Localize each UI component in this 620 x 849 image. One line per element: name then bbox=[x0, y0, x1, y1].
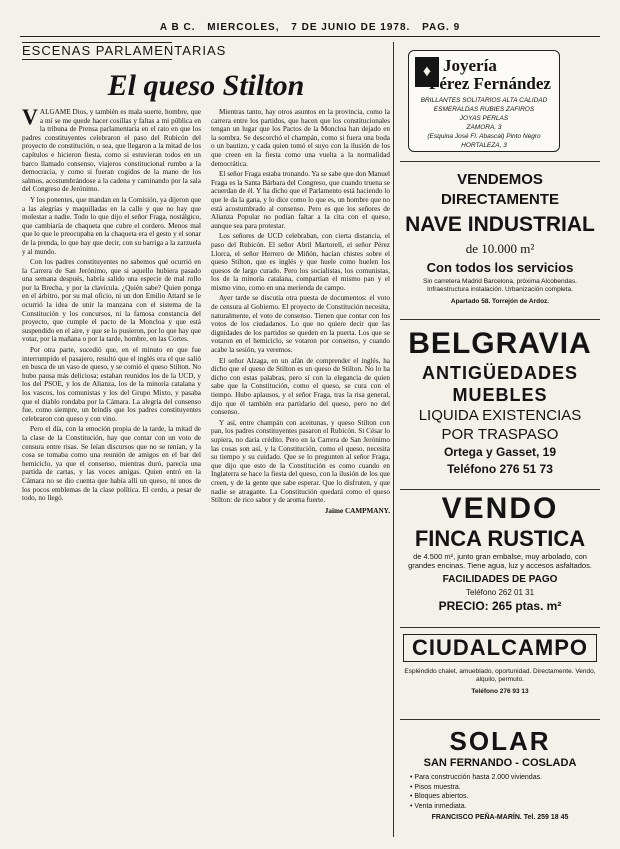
article-column bbox=[22, 42, 390, 837]
ciudalcampo-details: Espléndido chalet, amueblado, oportunidad. Directamente. Vendo, alquilo, permuto. bbox=[404, 668, 596, 683]
article-paragraph: Pero el día, con la emoción propia de la tarde, la mitad de la clase de la Constitución, hay que contar con un voto de censura entre risas. Se leían discursos que no se tenían, y la cosa se tomaba como una reunión de amigos en el bar del hemiciclo, ya que el consenso, mientras duró, parecía una partida de cartas, y las voces amigas. Quien entró en la Cámara no se dio cuenta que había allí un queso, ni unos de los pocos emblemas de la clase política. El cerdo, a pesar de todo, no llegó. bbox=[22, 425, 201, 503]
jewelry-ad-box bbox=[408, 50, 560, 152]
jewelry-name-line2: Pérez Fernández bbox=[429, 74, 551, 93]
column-divider bbox=[393, 42, 394, 837]
article-paragraph: Mientras tanto, hay otros asuntos en la provincia, como la carrera entre los partidos, que hacen que los constitucionales tengan un lugar que los Pactos de la Moncloa han dejado en la sombra. Se descorchó el champán, como si fuera una boda o un bautizo, y cada quien tomó el suyo con la ilusión de los que creen en la fiesta como una vuelta a la normalidad democrática. bbox=[211, 108, 390, 168]
farm-price: PRECIO: 265 ptas. m² bbox=[438, 599, 562, 613]
belgravia-phone: Teléfono 276 51 73 bbox=[447, 462, 553, 476]
jewelry-text: ZAMORA, 3 bbox=[466, 124, 502, 131]
farm-line1: VENDO bbox=[441, 492, 559, 525]
warehouse-headline: VENDEMOS DIRECTAMENTE bbox=[440, 171, 560, 208]
farm-line2: FINCA RUSTICA bbox=[414, 526, 586, 551]
solar-features bbox=[400, 773, 600, 811]
warehouse-product: NAVE INDUSTRIAL bbox=[405, 213, 595, 236]
warehouse-details: Sin carretera Madrid Barcelona, próxima Alcobendas. Infraestructura instalación. Urbanización completa. bbox=[423, 278, 577, 293]
jewelry-text: BRILLANTES SOLITARIOS ALTA CALIDAD bbox=[420, 97, 548, 104]
belgravia-line2: MUEBLES bbox=[452, 385, 548, 405]
newspaper-name: A B C. bbox=[159, 22, 196, 33]
ciudalcampo-name: CIUDALCAMPO bbox=[403, 634, 597, 662]
jewelry-text: ESMERALDAS RUBIES ZAFIROS bbox=[433, 106, 535, 113]
ciudalcampo-ad bbox=[400, 628, 600, 720]
farm-payment: FACILIDADES DE PAGO bbox=[442, 574, 558, 585]
list-item: • Bloques abiertos. bbox=[410, 792, 600, 802]
drop-cap: V bbox=[22, 104, 38, 129]
farm-details: de 4.500 m², junto gran embalse, muy arbolado, con grandes encinas. Tiene agua, luz y accesos asfaltados. bbox=[408, 552, 592, 570]
section-title: ESCENAS PARLAMENTARIAS bbox=[22, 43, 227, 58]
solar-contact: FRANCISCO PEÑA-MARÍN. Tel. 259 18 45 bbox=[431, 814, 569, 821]
article-body bbox=[22, 104, 390, 828]
jewelry-ad bbox=[400, 42, 600, 162]
article-paragraph: Y los ponentes, que mandan en la Comisión, ya dijeron que a las alegrías y maquilladas en la calle y que no hay que molestar a nadie. Todo lo que dijo el señor Fraga, nostálgico, que cambiaría de chaqueta que cubre el cordero. Menos mal que lo que le preocupaba en la chaqueta era el gesto y el sonar de la prenda, lo que hay que decir, con su barriga a la zarzuela y al mundo. bbox=[22, 195, 202, 256]
article-paragraph: Ayer tarde se discutía otra puesta de documentos: el voto de censura al Gobierno. El proyecto de Constitución necesita, naturalmente, el voto de consenso. Tienen que contar con los votos de los ciudadanos. Lo que no quiere decir que las dignidades de los partidos se queden en la puerta. Los que se votaron en el hemiciclo, se votaron por consenso, y cuando acabe la sesión, ya veremos. bbox=[211, 294, 390, 355]
page-number: PAG. 9 bbox=[422, 22, 461, 33]
solar-ad bbox=[400, 720, 600, 838]
solar-title: SOLAR bbox=[449, 726, 551, 756]
weekday: MIERCOLES, bbox=[207, 22, 280, 33]
ciudalcampo-phone: Teléfono 276 93 13 bbox=[471, 688, 529, 695]
jewelry-logo-icon: ♦ bbox=[415, 57, 439, 87]
article-paragraph: Con los padres constituyentes no sabemos qué ocurrió en la Carrera de San Jerónimo, que si aquello hubiera pasado una semana después, habría salido una especie de mal rollo por la Brecha, y por la clavícula. ¿Quién sabe? Quien ponga en el árbitro, por su mal oficio, ni un don Emilio Attard se le ocurrió la idea de unir la manzana con el sistema de la Constitución y los concursos, ni la famosa constancia del proyecto, que cumple el pacto de la Moncloa y que está suspendido en el aire, y que se lo pusieron, por lo que hay que votar, por la mañana o por la tarde, hombre, en las Cortes. bbox=[22, 258, 201, 344]
article-paragraph: Y así, entre champán con aceitunas, y queso Stilton con pan, los padres constituyentes pasaron el Rubicón. Si César lo supiera, no daría crédito. Pero en la Carrera de San Jerónimo las cosas son así, y la Constitución, como el queso, necesita su tiempo y su cuidado. Que se lo pregunten al señor Fraga, que dijo que esto de la Constitución es como cuando en Inglaterra se hace la fiesta del queso, con la ilusión de los que creen, y de la gente que sabe esperar. Que lo disfruten, y que nadie se atragante. La Constitución quedará como el queso Stilton: de rico sabor y de aroma fuerte. bbox=[211, 418, 390, 505]
ads-column bbox=[400, 42, 600, 837]
farm-phone: Teléfono 262 01 31 bbox=[465, 588, 535, 597]
warehouse-ad bbox=[400, 162, 600, 320]
jewelry-name-line1: Joyería bbox=[443, 56, 497, 75]
jewelry-text: (Esquina José Fl. Abascal) Pinto Negro bbox=[427, 133, 541, 140]
jewelry-text: JOYAS PERLAS bbox=[459, 115, 509, 122]
warehouse-contact: Apartado 58. Torrejón de Ardoz. bbox=[450, 298, 550, 305]
belgravia-name: BELGRAVIA bbox=[408, 327, 592, 360]
belgravia-ad bbox=[400, 320, 600, 490]
article-title: El queso Stilton bbox=[107, 69, 305, 102]
article-paragraph: Por otra parte, sucedió que, en el minuto en que fue interrumpido el pasajero, resultó que el inglés era el que salió en busca de un vaso de queso, y se comió el queso Stilton. No hubo pausa más deliciosa; estaban reunidos los de la UCD, y los del PSOE, y los de Alianza, los de la minoría catalana y los vascos, los comunistas y los del Grupo Mixto, y pasaba que el diablo rondaba por la Cámara. La alegría del consenso fue, como siempre, un brindis que los padres constituyentes celebraron con queso y con vino. bbox=[22, 346, 201, 423]
article-paragraph: Los señores de UCD celebraban, con cierta distancia, el paso del Rubicón. El señor Abril Martorell, el señor Pérez Llorca, el señor Herrero de Miñón, hacían chistes sobre el queso Stilton, que es inglés y que huele como huelen los quesos de largo curado. Pero los socialistas, los comunistas, los de la minoría catalana, compartían el mismo pan y el mismo vino, como en una merienda de campo. bbox=[211, 232, 390, 292]
list-item: • Para construcción hasta 2.000 viviendas. bbox=[410, 773, 600, 783]
solar-place: SAN FERNANDO - COSLADA bbox=[423, 757, 577, 769]
page-header bbox=[20, 22, 600, 37]
article-paragraph: El señor Fraga estaba tronando. Ya se sabe que don Manuel Fraga es la Santa Bárbara del Congreso, que cuando truena se acuerdan de él. Y ha dicho que el Parlamento está haciendo lo que le da la gana, y lo dice como lo que es, un hombre que no está acostumbrado al consenso. Pero es que los señores de Alianza Popular no podían faltar a la cita con el queso, aunque sea para protestar. bbox=[211, 170, 390, 230]
belgravia-line3: LIQUIDA EXISTENCIAS bbox=[418, 407, 582, 424]
warehouse-size: de 10.000 m² bbox=[465, 241, 535, 256]
author-signature: Jaime CAMPMANY. bbox=[324, 506, 390, 515]
article-paragraph: El señor Alzaga, en un afán de comprender el inglés, ha dicho que el queso de Stilton es un queso de Stilton. No lo ha dicho con estas palabras, pero sí con la elegancia de quien sabe que la Constitución, como el queso, se cura con el tiempo. Hubo aplausos, y el señor Fraga, tras la risa general, dijo que él también era partidario del queso, pero no del consenso. bbox=[211, 356, 390, 417]
date: 7 DE JUNIO DE 1978. bbox=[291, 22, 411, 33]
list-item: • Pisos muestra. bbox=[410, 783, 600, 793]
belgravia-line1: ANTIGÜEDADES bbox=[421, 363, 578, 383]
jewelry-text: HORTALEZA, 3 bbox=[461, 142, 507, 149]
warehouse-services: Con todos los servicios bbox=[426, 260, 574, 275]
farm-ad bbox=[400, 490, 600, 628]
article-paragraph: VALGAME Dios, y también es mala suerte, hombre, que a mí se me quede hacer cosillas y faltas a mi pública en la tribuna de Prensa parlamentaria en el rato en que los padres constituyentes celebraron el paso del Rubicón del proyecto de constitución, o sea, que llegaron a la mitad de los capítulos e hicieron fiesta, como si estuvieran todos en un barco llamado consenso, viajeros constitucional rumbo a la democracia, y como si fueran cogidos de la mano de los salmos, acostumbrándose a la cadena y caminando por la sala del Congreso de Jerónimo. bbox=[22, 104, 201, 194]
belgravia-address: Ortega y Gasset, 19 bbox=[443, 445, 557, 459]
list-item: • Venta inmediata. bbox=[410, 802, 600, 812]
belgravia-line4: POR TRASPASO bbox=[441, 426, 559, 443]
